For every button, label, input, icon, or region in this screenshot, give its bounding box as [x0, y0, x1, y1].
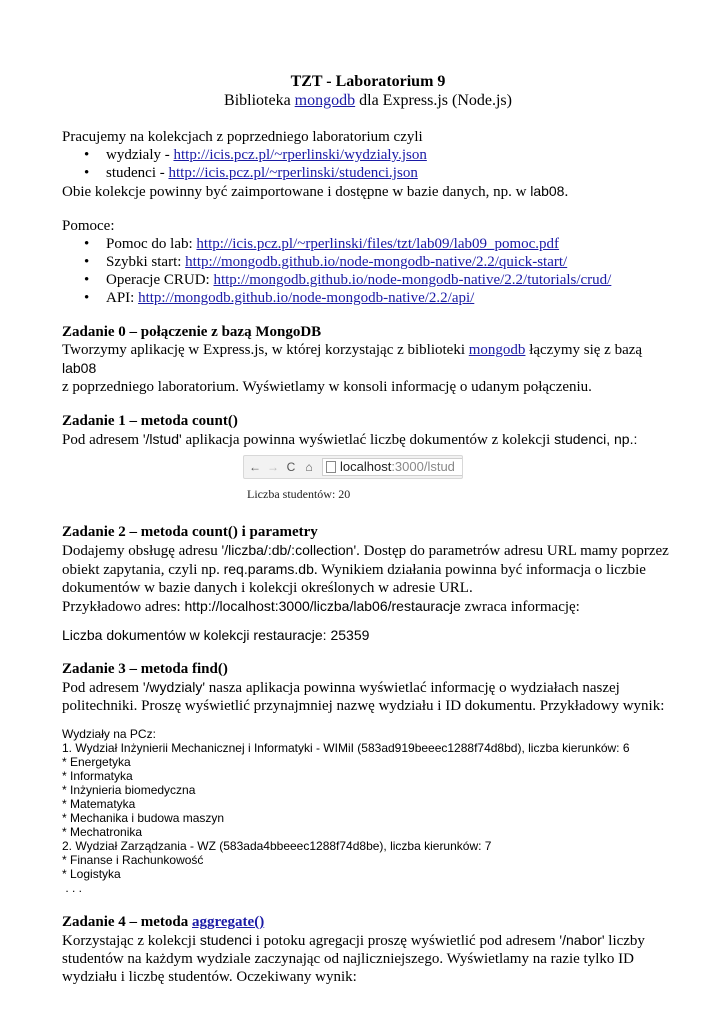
task3-line-2: politechniki. Proszę wyświetlić przynajmniej nazwę wydziału i ID dokumentu. Przykładowy wynik:	[62, 698, 665, 714]
forward-arrow-icon[interactable]: →	[267, 460, 279, 474]
task0-text: Tworzymy aplikację w Express.js, w której korzystając z biblioteki mongodb łączymy się z bazą lab08	[62, 342, 643, 376]
page-subtitle: Biblioteka mongodb dla Express.js (Node.js)	[224, 92, 512, 109]
reload-icon[interactable]: C	[286, 460, 296, 474]
output-line: . . .	[62, 881, 83, 895]
help-pdf-link[interactable]: http://icis.pcz.pl/~rperlinski/files/tzt/lab09/lab09_pomoc.pdf	[196, 236, 560, 252]
task2-line-1: Dodajemy obsługę adresu '/liczba/:db/:collection'. Dostęp do parametrów adresu URL mamy poprzez	[62, 542, 669, 559]
task4-line-1: Korzystając z kolekcji studenci i potoku agregacji proszę wyświetlić pod adresem '/nabor' liczby	[62, 932, 645, 949]
task1-text: Pod adresem '/lstud' aplikacja powinna wyświetlać liczbę dokumentów z kolekcji studenci, np.:	[62, 431, 638, 448]
task3-line-1: Pod adresem '/wydzialy' nasza aplikacja powinna wyświetlać informację o wydziałach naszej	[62, 679, 620, 696]
document-page	[62, 72, 674, 986]
mongodb-link[interactable]: mongodb	[294, 92, 356, 109]
help-heading: Pomoce:	[62, 218, 115, 234]
wydzialy-json-link[interactable]: http://icis.pcz.pl/~rperlinski/wydzialy.json	[173, 147, 427, 163]
output-line: * Logistyka	[62, 867, 121, 881]
intro-line: Pracujemy na kolekcjach z poprzedniego laboratorium czyli	[62, 129, 423, 145]
page-icon	[326, 461, 336, 473]
task2-line-2: obiekt zapytania, czyli np. req.params.db. Wynikiem działania powinna być informacja o liczbie	[62, 561, 646, 578]
help-list	[62, 235, 674, 307]
task4-line-3: wydziału i liczbę studentów. Oczekiwany wynik:	[62, 969, 357, 985]
list-item: • studenci - http://icis.pcz.pl/~rperlinski/studenci.json	[62, 164, 674, 182]
page-title: TZT - Laboratorium 9	[290, 73, 446, 90]
browser-toolbar	[243, 455, 463, 479]
studenci-json-link[interactable]: http://icis.pcz.pl/~rperlinski/studenci.json	[168, 165, 418, 181]
import-note: Obie kolekcje powinny być zaimportowane i dostępne w bazie danych, np. w lab08.	[62, 183, 569, 200]
task0-text-2: z poprzedniego laboratorium. Wyświetlamy w konsoli informację o udanym połączeniu.	[62, 379, 592, 395]
task4-heading: Zadanie 4 – metoda aggregate()	[62, 914, 265, 930]
api-link[interactable]: http://mongodb.github.io/node-mongodb-native/2.2/api/	[138, 290, 475, 306]
home-icon[interactable]: ⌂	[305, 460, 313, 474]
task2-line-3: dokumentów w bazie danych i kolekcji określonych w adresie URL.	[62, 580, 473, 596]
output-line: * Mechanika i budowa maszyn	[62, 811, 225, 825]
list-item: • wydzialy - http://icis.pcz.pl/~rperlinski/wydzialy.json	[62, 146, 674, 164]
output-line: Wydziały na PCz:	[62, 727, 156, 741]
output-line: * Inżynieria biomedyczna	[62, 783, 196, 797]
task1-heading: Zadanie 1 – metoda count()	[62, 413, 238, 429]
task2-heading: Zadanie 2 – metoda count() i parametry	[62, 524, 318, 540]
output-line: * Informatyka	[62, 769, 133, 783]
task0-heading: Zadanie 0 – połączenie z bazą MongoDB	[62, 324, 322, 340]
list-item: • API: http://mongodb.github.io/node-mongodb-native/2.2/api/	[62, 289, 674, 307]
task2-output: Liczba dokumentów w kolekcji restauracje: 25359	[62, 627, 370, 643]
collections-list	[62, 146, 674, 182]
mongodb-link[interactable]: mongodb	[468, 342, 526, 358]
task2-line-4: Przykładowo adres: http://localhost:3000/liczba/lab06/restauracje zwraca informację:	[62, 598, 580, 615]
task4-line-2: studentów na każdym wydziale zaczynając od najliczniejszego. Wyświetlamy na razie tylko ID	[62, 951, 634, 967]
output-line: * Energetyka	[62, 755, 131, 769]
browser-screenshot	[243, 455, 463, 503]
output-line: 1. Wydział Inżynierii Mechanicznej i Informatyki - WIMiI (583ad919beeec1288f74d8bd), liczba kierunków: 6	[62, 741, 630, 755]
list-item: • Pomoc do lab: http://icis.pcz.pl/~rperlinski/files/tzt/lab09/lab09_pomoc.pdf	[62, 235, 674, 253]
browser-result: Liczba studentów: 20	[247, 487, 351, 501]
crud-link[interactable]: http://mongodb.github.io/node-mongodb-native/2.2/tutorials/crud/	[213, 272, 612, 288]
output-line: * Finanse i Rachunkowość	[62, 853, 204, 867]
task3-heading: Zadanie 3 – metoda find()	[62, 661, 228, 677]
list-item: • Operacje CRUD: http://mongodb.github.io/node-mongodb-native/2.2/tutorials/crud/	[62, 271, 674, 289]
aggregate-link[interactable]: aggregate()	[192, 914, 265, 930]
output-line: * Matematyka	[62, 797, 136, 811]
list-item: • Szybki start: http://mongodb.github.io/node-mongodb-native/2.2/quick-start/	[62, 253, 674, 271]
output-line: * Mechatronika	[62, 825, 143, 839]
back-arrow-icon[interactable]: ←	[249, 460, 261, 474]
task3-output	[62, 727, 674, 895]
output-line: 2. Wydział Zarządzania - WZ (583ada4bbeeec1288f74d8be), liczba kierunków: 7	[62, 839, 492, 853]
quick-start-link[interactable]: http://mongodb.github.io/node-mongodb-native/2.2/quick-start/	[185, 254, 568, 270]
address-bar[interactable]: localhost :3000/lstud	[322, 458, 462, 476]
